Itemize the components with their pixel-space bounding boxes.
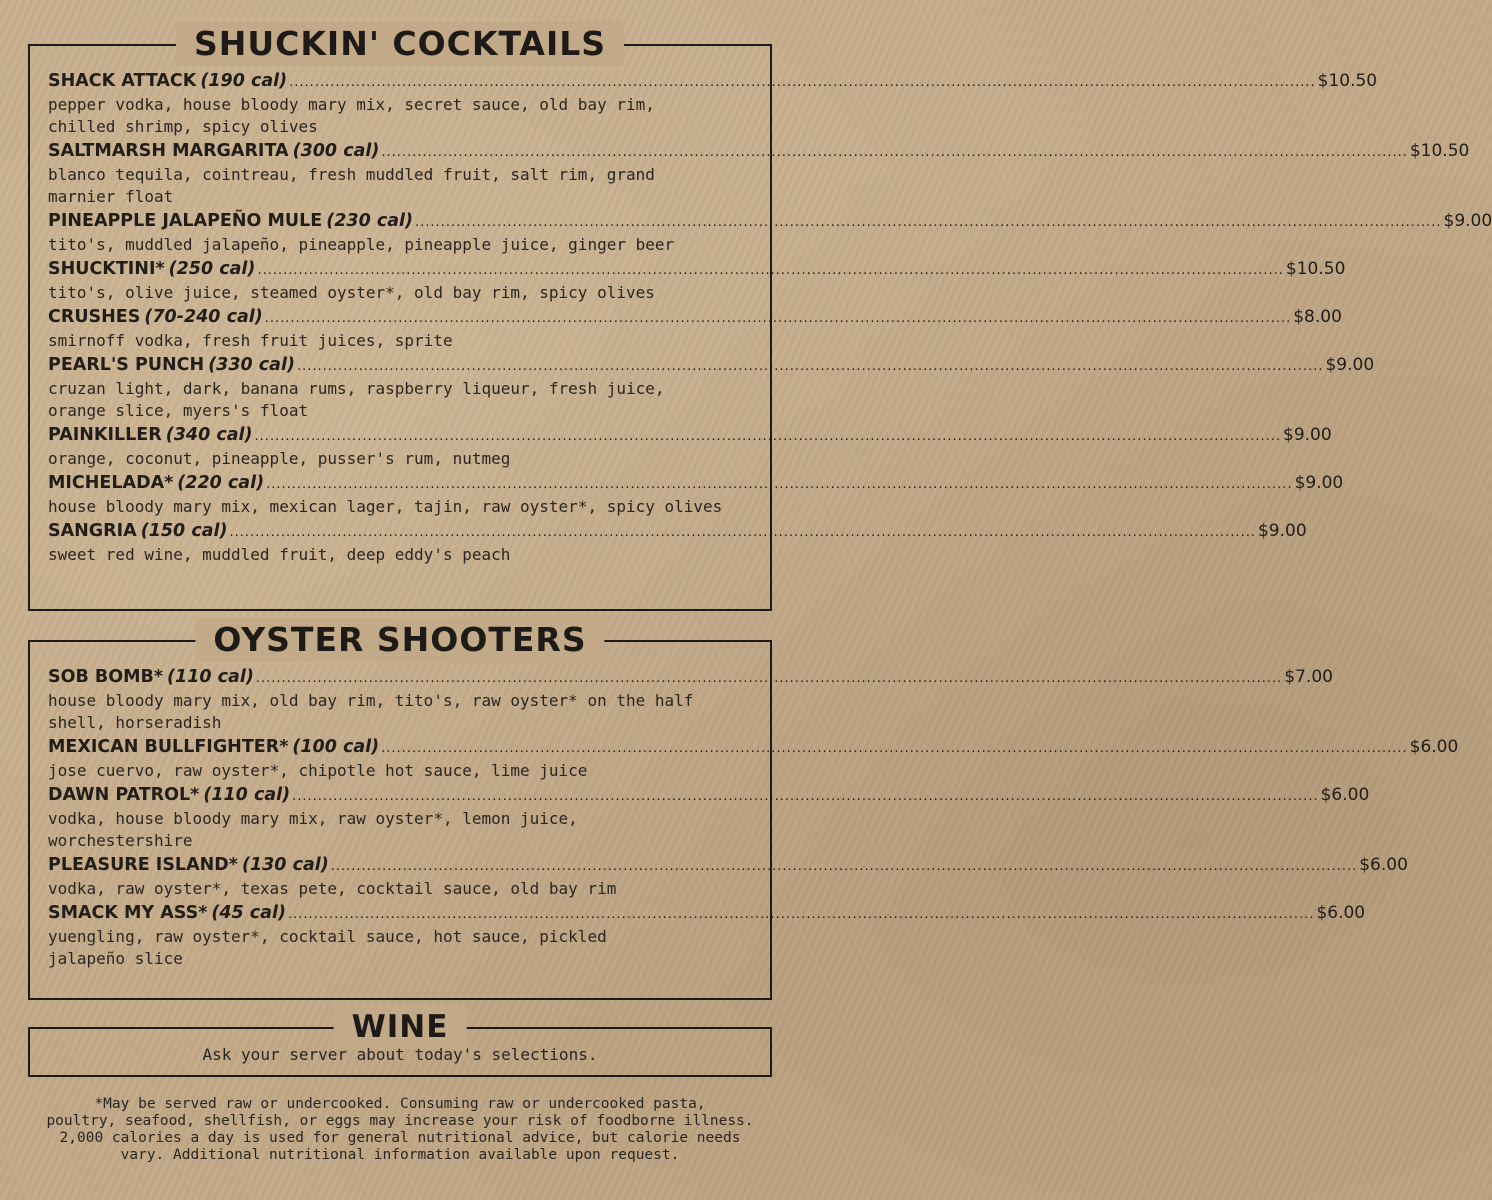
menu-item-calories: (300 cal) xyxy=(292,141,380,161)
menu-item-header xyxy=(48,900,1366,926)
menu-item xyxy=(48,422,1332,470)
wine-section xyxy=(28,1009,772,1077)
shooters-title: OYSTER SHOOTERS xyxy=(195,618,604,662)
dot-leader: ........................................................................................................................................................................................................ xyxy=(381,741,1408,756)
menu-item-header xyxy=(48,782,1370,808)
menu-item xyxy=(48,664,1333,734)
menu-item-price: $8.00 xyxy=(1293,307,1342,327)
menu-item-name: PEARL'S PUNCH xyxy=(48,355,205,375)
dot-leader: ........................................................................................................................................................................................................ xyxy=(257,263,1284,278)
menu-item-name: MEXICAN BULLFIGHTER* xyxy=(48,737,289,757)
menu-item xyxy=(48,352,1375,422)
wine-title: WINE xyxy=(334,1005,467,1049)
menu-item-name: SALTMARSH MARGARITA xyxy=(48,141,289,161)
menu-item-calories: (100 cal) xyxy=(292,737,380,757)
menu-item-price: $9.00 xyxy=(1443,211,1492,231)
menu-item-name: SHACK ATTACK xyxy=(48,71,197,91)
menu-item-calories: (230 cal) xyxy=(326,211,414,231)
menu-item-calories: (250 cal) xyxy=(168,259,256,279)
menu-item-price: $9.00 xyxy=(1325,355,1375,375)
menu-item-price: $9.00 xyxy=(1257,521,1307,541)
menu-item-name: PINEAPPLE JALAPEÑO MULE xyxy=(48,211,323,231)
shooters-section xyxy=(28,620,1459,1000)
menu-item xyxy=(48,208,1492,256)
menu-item-description: house bloody mary mix, mexican lager, tajin, raw oyster*, spicy olives xyxy=(48,497,723,516)
menu-item xyxy=(48,304,1342,352)
menu-item-price: $10.50 xyxy=(1409,141,1470,161)
menu-item-name: SOB BOMB* xyxy=(48,667,164,687)
cocktails-section xyxy=(28,24,1492,611)
menu-item-description: yuengling, raw oyster*, cocktail sauce, hot sauce, pickled jalapeño slice xyxy=(48,927,607,968)
menu-item-header xyxy=(48,68,1378,94)
dot-leader: ........................................................................................................................................................................................................ xyxy=(381,145,1408,160)
menu-item-price: $6.00 xyxy=(1359,855,1408,875)
menu-item-calories: (70-240 cal) xyxy=(144,307,263,327)
dot-leader: ........................................................................................................................................................................................................ xyxy=(297,359,1324,374)
dot-leader: ........................................................................................................................................................................................................ xyxy=(289,75,1316,90)
menu-item-header xyxy=(48,734,1459,760)
dot-leader: ........................................................................................................................................................................................................ xyxy=(292,789,1319,804)
menu-item xyxy=(48,782,1370,852)
menu-item-header xyxy=(48,256,1346,282)
menu-item-header xyxy=(48,518,1307,544)
menu-item-description: vodka, raw oyster*, texas pete, cocktail sauce, old bay rim xyxy=(48,879,617,898)
menu-item xyxy=(48,852,1408,900)
menu-item-price: $10.50 xyxy=(1285,259,1346,279)
menu-item-description: vodka, house bloody mary mix, raw oyster*, lemon juice, worchestershire xyxy=(48,809,578,850)
menu-item-calories: (45 cal) xyxy=(211,903,286,923)
menu-item-calories: (130 cal) xyxy=(241,855,329,875)
menu-item xyxy=(48,518,1307,566)
menu-item-header xyxy=(48,138,1470,164)
menu-item-description: tito's, muddled jalapeño, pineapple, pineapple juice, ginger beer xyxy=(48,235,675,254)
menu-item-name: SHUCKTINI* xyxy=(48,259,165,279)
cocktails-list xyxy=(48,68,1492,566)
dot-leader: ........................................................................................................................................................................................................ xyxy=(264,311,1292,326)
menu-item-calories: (110 cal) xyxy=(203,785,291,805)
menu-item-description: orange, coconut, pineapple, pusser's rum, nutmeg xyxy=(48,449,511,468)
wine-note: Ask your server about today's selections. xyxy=(202,1045,598,1064)
menu-item-calories: (340 cal) xyxy=(165,425,253,445)
menu-item-header xyxy=(48,422,1332,448)
menu-item-header xyxy=(48,304,1342,330)
menu-item-description: tito's, olive juice, steamed oyster*, old bay rim, spicy olives xyxy=(48,283,655,302)
dot-leader: ........................................................................................................................................................................................................ xyxy=(255,671,1283,686)
menu-item-price: $6.00 xyxy=(1409,737,1459,757)
menu-item-description: sweet red wine, muddled fruit, deep eddy's peach xyxy=(48,545,511,564)
menu-item-description: smirnoff vodka, fresh fruit juices, sprite xyxy=(48,331,453,350)
menu-item-calories: (220 cal) xyxy=(177,473,265,493)
dot-leader: ........................................................................................................................................................................................................ xyxy=(254,429,1282,444)
menu-item xyxy=(48,138,1470,208)
menu-item-price: $9.00 xyxy=(1283,425,1332,445)
menu-item-calories: (330 cal) xyxy=(208,355,295,375)
menu-item-name: CRUSHES xyxy=(48,307,141,327)
menu-item-description: jose cuervo, raw oyster*, chipotle hot sauce, lime juice xyxy=(48,761,588,780)
menu-item-calories: (110 cal) xyxy=(167,667,254,687)
dot-leader: ........................................................................................................................................................................................................ xyxy=(415,215,1442,230)
menu-item-header xyxy=(48,664,1333,690)
menu-item-description: house bloody mary mix, old bay rim, tito's, raw oyster* on the half shell, horseradish xyxy=(48,691,694,732)
menu-item-calories: (190 cal) xyxy=(200,71,288,91)
dot-leader: ........................................................................................................................................................................................................ xyxy=(266,477,1293,492)
dot-leader: ........................................................................................................................................................................................................ xyxy=(287,907,1315,922)
menu-item-name: DAWN PATROL* xyxy=(48,785,200,805)
menu-item-header xyxy=(48,208,1492,234)
menu-item xyxy=(48,256,1346,304)
menu-item xyxy=(48,734,1459,782)
dot-leader: ........................................................................................................................................................................................................ xyxy=(330,859,1358,874)
menu-item-name: SANGRIA xyxy=(48,521,137,541)
menu-item-name: PAINKILLER xyxy=(48,425,162,445)
menu-item-description: blanco tequila, cointreau, fresh muddled fruit, salt rim, grand marnier float xyxy=(48,165,655,206)
menu-item-header xyxy=(48,352,1375,378)
cocktails-title: SHUCKIN' COCKTAILS xyxy=(176,22,624,66)
menu-item-calories: (150 cal) xyxy=(140,521,228,541)
menu-item-name: SMACK MY ASS* xyxy=(48,903,208,923)
shooters-list xyxy=(48,664,1459,970)
menu-item-price: $6.00 xyxy=(1320,785,1370,805)
menu-item xyxy=(48,900,1366,970)
dot-leader: ........................................................................................................................................................................................................ xyxy=(229,525,1256,540)
menu-item-description: cruzan light, dark, banana rums, raspberry liqueur, fresh juice, orange slice, myers's float xyxy=(48,379,665,420)
footer-disclaimer: *May be served raw or undercooked. Consuming raw or undercooked pasta, poultry, seafood, shellfish, or eggs may increase your risk of foodborne illness. 2,000 calories a day is used for general nutritional advice, but calorie needs vary. Additional nutritional information available upon request. xyxy=(46,1096,754,1163)
menu-item xyxy=(48,470,1344,518)
menu-item-name: MICHELADA* xyxy=(48,473,174,493)
menu-item-name: PLEASURE ISLAND* xyxy=(48,855,238,875)
menu-item-description: pepper vodka, house bloody mary mix, secret sauce, old bay rim, chilled shrimp, spicy olives xyxy=(48,95,655,136)
menu-item-price: $9.00 xyxy=(1294,473,1344,493)
menu-item-header xyxy=(48,470,1344,496)
menu-item-header xyxy=(48,852,1408,878)
menu-item-price: $10.50 xyxy=(1317,71,1378,91)
menu-item xyxy=(48,68,1378,138)
menu-item-price: $6.00 xyxy=(1316,903,1366,923)
menu-item-price: $7.00 xyxy=(1284,667,1333,687)
